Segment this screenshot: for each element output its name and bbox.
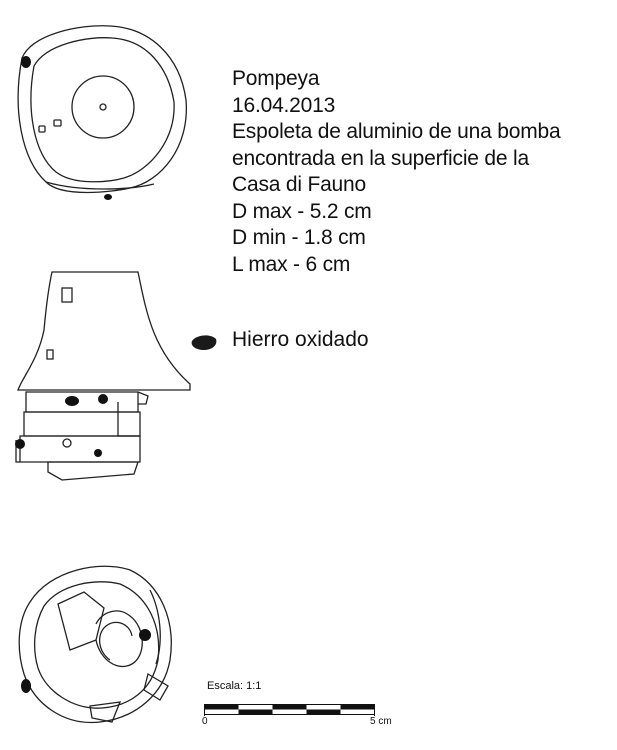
record-date: 16.04.2013 (232, 93, 336, 117)
scale-bar-block (200, 678, 420, 738)
description-line: encontrada en la superficie de la (232, 146, 529, 170)
rust-swatch-icon (190, 333, 218, 351)
site-name: Pompeya (232, 67, 320, 90)
legend (190, 327, 490, 357)
measurement-max-diameter: D max - 5.2 cm (232, 199, 372, 223)
description-block (232, 66, 612, 278)
scale-min-label: 0 (202, 716, 208, 727)
description-line: Casa di Fauno (232, 173, 366, 196)
scale-bar (204, 704, 376, 716)
measurement-min-diameter: D min - 1.8 cm (232, 226, 366, 249)
description-line: Espoleta de aluminio de una bomba (232, 120, 561, 143)
legend-label: Hierro oxidado (232, 328, 369, 351)
scale-max-label: 5 cm (370, 716, 392, 727)
scale-title: Escala: 1:1 (207, 680, 262, 692)
measurement-max-length: L max - 6 cm (232, 252, 351, 276)
top-view (18, 26, 186, 193)
side-view (16, 272, 190, 480)
bottom-view (19, 566, 171, 722)
rust-marks (15, 56, 151, 693)
